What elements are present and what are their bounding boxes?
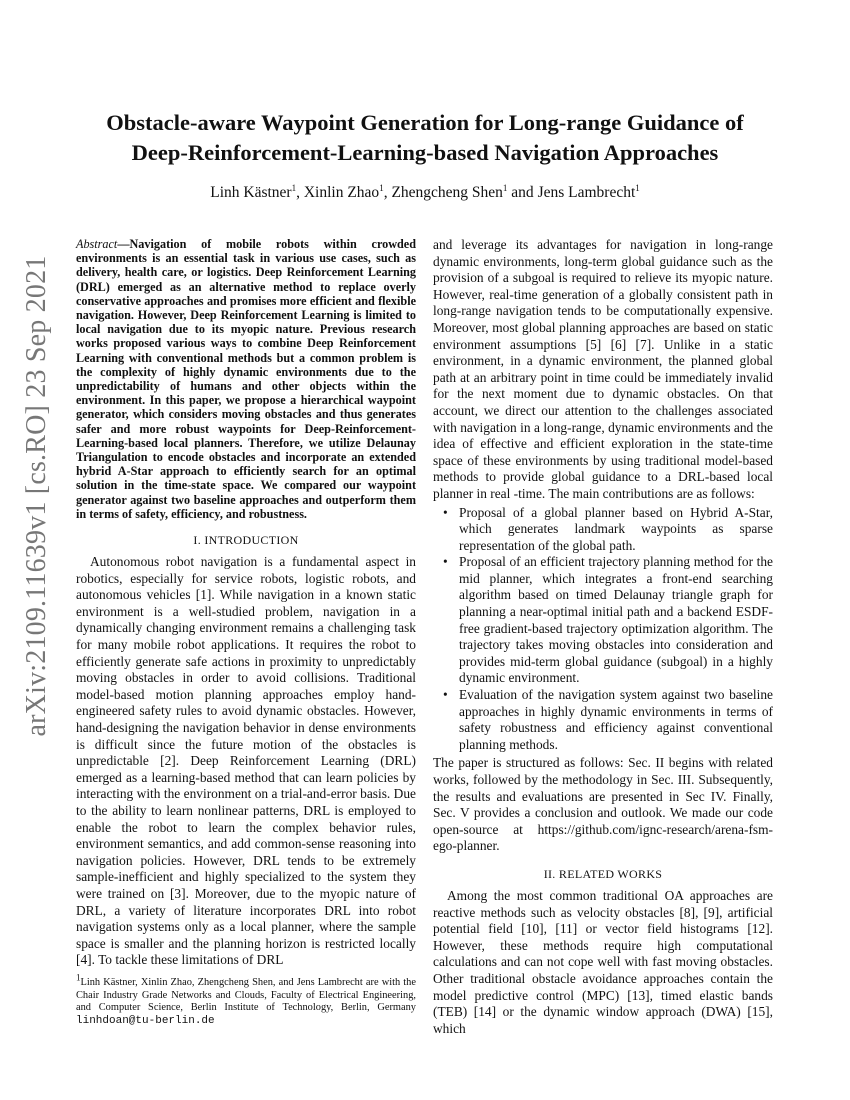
related-works-paragraph: Among the most common traditional OA approaches are reactive methods such as velocity obstacles [8], [9], artificial potential field [10], [11] or vector field histograms [12]. However, these methods require high computational calculations and can not cope well with fast moving obstacles. Other traditional obstacle avoidance approaches contain the model predictive control (MPC) [13], timed elastic bands (TEB) [14] or the dynamic window approach (DWA) [15], which (433, 887, 773, 1036)
title-line-2: Deep-Reinforcement-Learning-based Navigation Approaches (131, 140, 719, 165)
affiliation-mark: 1 (291, 182, 297, 193)
author-email: linhdoan@tu-berlin.de (76, 1014, 215, 1027)
author-list: Linh Kästner$^1$, Xinlin Zhao$^1$, Zhengcheng Shen$^1$ and Jens Lambrecht$^1$ (210, 182, 640, 201)
author-1: Linh Kästner (210, 184, 292, 201)
footnote-mark: 1 (76, 972, 81, 983)
intro-paragraph: Autonomous robot navigation is a fundamental aspect in robotics, especially for service robots, logistic robots, and autonomous vehicles [1]. While navigation in a known static environment is a well-studied problem, navigation in a dynamically changing environment remains a challenging task for many mobile robot applications. It requires the robot to efficiently generate safe actions in proximity to unpredictably moving obstacles in order to avoid collisions. Traditional model-based motion planning approaches employ hand-engineered safety rules to avoid dynamic obstacles. However, hand-designing the navigation behavior in dense environments is difficult since the future motion of the obstacles is unpredictable [2]. Deep Reinforcement Learning (DRL) emerged as a learning-based method that can learn policies by interacting with the environment on a trial-and-error basis. Due to the ability to learn nonlinear patterns, DRL is employed to enable the robot to learn the complex behavior rules, environment semantics, and add common-sense reasoning into navigation policies. However, DRL tends to be extremely sample-inefficient and highly specialized to the system they were trained on [3]. Moreover, due to the myopic nature of DRL, a variety of literature incorporates DRL into robot navigation systems only as a local planner, where the sample space is smaller and the planning horizon is restricted locally [4]. To tackle these limitations of DRL (76, 554, 416, 968)
contributions-list (433, 505, 773, 754)
section-heading-related-works: II. RELATED WORKS (543, 866, 663, 881)
section-heading-introduction: I. INTRODUCTION (193, 533, 299, 548)
affiliation-mark: 1 (379, 182, 384, 193)
footnote (76, 972, 416, 1027)
abstract-label: Abstract (76, 237, 118, 251)
arxiv-stamp (21, 255, 52, 737)
structure-paragraph: The paper is structured as follows: Sec. II begins with related works, followed by the methodology in Sec. III. Subsequently, the results and evaluations are presented in Sec IV. Finally, Sec. V provides a conclusion and outlook. We made our code open-source at https://github.com/ignc-research/arena-fsm-ego-planner. (433, 755, 773, 854)
paper-title (60, 108, 790, 168)
right-column (433, 237, 773, 1037)
intro-paragraph-continued: and leverage its advantages for navigation in long-range dynamic environments, long-term global guidance such as the provision of a subgoal is required to relieve its myopic nature. However, real-time generation of a globally consistent path in long-range navigation tends to be computationally expensive. Moreover, most global planning approaches are based on static environment assumptions [5] [6] [7]. Unlike in a static environment, in a dynamic environment, the planned global path at an arbitrary point in time could be immediately invalid for the next moment due to dynamic obstacles. On that account, we direct our attention to the challenges associated with navigation in a long-range, dynamic environments and the idea of effective and efficient exploration in the state-time space of these environments by using traditional model-based methods to provide global guidance to a DRL-based local planner in real -time. The main contributions are as follows: (433, 237, 773, 501)
abstract (76, 237, 416, 521)
left-column (76, 237, 416, 969)
author-3: Zhengcheng Shen (391, 184, 503, 201)
author-4: Jens Lambrecht (537, 184, 636, 201)
footnote-text: Linh Kästner, Xinlin Zhao, Zhengcheng Shen, and Jens Lambrecht are with the Chair Industry Grade Networks and Clouds, Faculty of Electrical Engineering, and Computer Science, Berlin Institute of Technology, Berlin, Germany (76, 977, 416, 1014)
title-line-1: Obstacle-aware Waypoint Generation for Long-range Guidance of (106, 110, 744, 135)
affiliation-mark: 1 (635, 182, 640, 193)
author-2: Xinlin Zhao (303, 184, 380, 201)
affiliation-mark: 1 (502, 182, 508, 193)
abstract-text: —Navigation of mobile robots within crowded environments is an essential task in various use cases, such as delivery, health care, or logistics. Deep Reinforcement Learning (DRL) emerged as an alternative method to replace overly conservative approaches and promises more efficient and flexible navigation. However, Deep Reinforcement Learning is limited to local navigation due to its myopic nature. Previous research works proposed various ways to combine Deep Reinforcement Learning with conventional methods but a common problem is the complexity of highly dynamic environments due to the unpredictability of humans and other objects within the environment. In this paper, we propose a hierarchical waypoint generator, which considers moving obstacles and thus generates safer and more robust waypoints for Deep-Reinforcement-Learning-based local planners. Therefore, we utilize Delaunay Triangulation to encode obstacles and incorporate an extended hybrid A-Star approach to efficiently search for an optimal solution in the time-state space. We compared our waypoint generator against two baseline approaches and outperform them in terms of safety, efficiency, and robustness. (76, 237, 416, 521)
contribution-item: • Proposal of a global planner based on Hybrid A-Star, which generates landmark waypoints as sparse representation of the global path. (459, 505, 773, 555)
contribution-item: • Proposal of an efficient trajectory planning method for the mid planner, which integrates a front-end searching algorithm based on timed Delaunay triangle graph for planning a near-optimal initial path and a backend ESDF-free gradient-based trajectory optimization algorithm. The trajectory takes moving obstacles into consideration and provides mid-term global guidance (subgoal) in a highly dynamic environment. (459, 554, 773, 687)
contribution-item: • Evaluation of the navigation system against two baseline approaches in highly dynamic environments in terms of safety robustness and efficiency against conventional planning methods. (459, 687, 773, 753)
arxiv-stamp-text: arXiv:2109.11639v1 [cs.RO] 23 Sep 2021 (21, 255, 52, 737)
